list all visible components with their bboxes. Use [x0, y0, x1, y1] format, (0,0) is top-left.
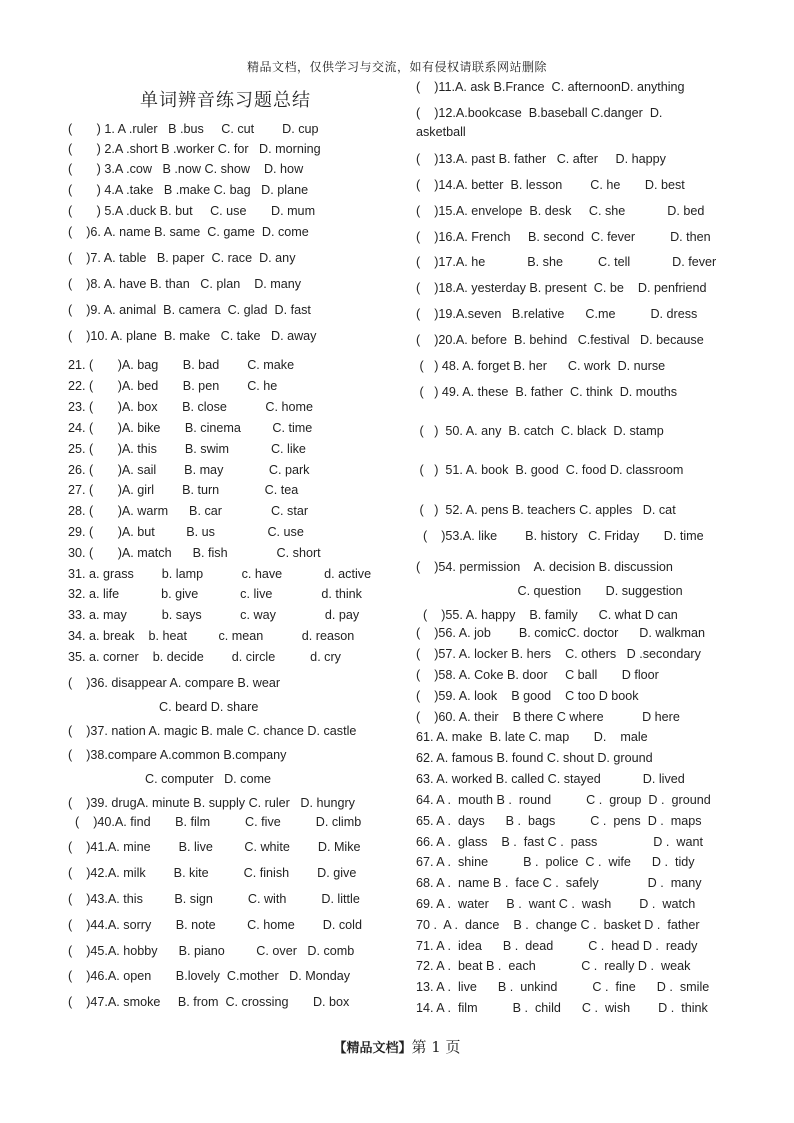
question-line: ( )42.A. milk B. kite C. finish D. give: [68, 866, 357, 880]
question-line: ( )16.A. French B. second C. fever D. then: [416, 230, 711, 244]
question-line: ( ) 3.A .cow B .now C. show D. how: [68, 162, 304, 176]
question-line: 14. A . film B . child C . wish D . think: [416, 1001, 708, 1015]
question-line: ( )41.A. mine B. live C. white D. Mike: [68, 840, 361, 854]
question-line: C. computer D. come: [68, 772, 271, 786]
question-line: 64. A . mouth B . round C . group D . ground: [416, 793, 711, 807]
question-line: 24. ( )A. bike B. cinema C. time: [68, 421, 313, 435]
question-line: ( )8. A. have B. than C. plan D. many: [68, 277, 302, 291]
question-line: ( ) 2.A .short B .worker C. for D. morning: [68, 142, 321, 156]
question-line: 62. A. famous B. found C. shout D. ground: [416, 751, 653, 765]
question-line: ( )19.A.seven B.relative C.me D. dress: [416, 307, 698, 321]
header-note: 精品文档，仅供学习与交流，如有侵权请联系网站删除: [246, 60, 547, 74]
question-line: ( )54. permission A. decision B. discussion: [416, 560, 673, 574]
question-line: 71. A . idea B . dead C . head D . ready: [416, 939, 698, 953]
question-line: ( )37. nation A. magic B. male C. chance D. castle: [68, 724, 357, 738]
question-line: 34. a. break b. heat c. mean d. reason: [68, 629, 355, 643]
question-line: 68. A . name B . face C . safely D . many: [416, 876, 702, 890]
question-line: ( )15.A. envelope B. desk C. she D. bed: [416, 204, 705, 218]
question-line: ( )46.A. open B.lovely C.mother D. Monday: [68, 969, 351, 983]
question-line: 25. ( )A. this B. swim C. like: [68, 442, 306, 456]
question-line: ( )9. A. animal B. camera C. glad D. fast: [68, 303, 311, 317]
question-line: 72. A . beat B . each C . really D . weak: [416, 959, 691, 973]
question-line: 28. ( )A. warm B. car C. star: [68, 504, 309, 518]
question-line: ( ) 1. A .ruler B .bus C. cut D. cup: [68, 122, 319, 136]
question-line: ( )6. A. name B. same C. game D. come: [68, 225, 309, 239]
question-line: ( )45.A. hobby B. piano C. over D. comb: [68, 944, 355, 958]
question-line: ( )17.A. he B. she C. tell D. fever: [416, 255, 717, 269]
question-line: 35. a. corner b. decide d. circle d. cry: [68, 650, 341, 664]
question-line: ( ) 5.A .duck B. but C. use D. mum: [68, 204, 316, 218]
question-line: 61. A. make B. late C. map D. male: [416, 730, 648, 744]
question-line: ( )40.A. find B. film C. five D. climb: [68, 815, 362, 829]
question-line: ( )14.A. better B. lesson C. he D. best: [416, 178, 685, 192]
question-line: 67. A . shine B . police C . wife D . tidy: [416, 855, 695, 869]
page-number: 第 1 页: [411, 1038, 461, 1056]
question-line: 70 . A . dance B . change C . basket D . father: [416, 918, 700, 932]
question-line: ( )36. disappear A. compare B. wear: [68, 676, 281, 690]
question-line: 30. ( )A. match B. fish C. short: [68, 546, 321, 560]
question-line: 32. a. life b. give c. live d. think: [68, 587, 362, 601]
question-line: ( ) 50. A. any B. catch C. black D. stamp: [416, 424, 664, 438]
question-line: ( )10. A. plane B. make C. take D. away: [68, 329, 317, 343]
question-line: 22. ( )A. bed B. pen C. he: [68, 379, 278, 393]
question-line: 13. A . live B . unkind C . fine D . smile: [416, 980, 710, 994]
question-line: ( )53.A. like B. history C. Friday D. time: [416, 529, 704, 543]
question-line: ( )12.A.bookcase B.baseball C.danger D.: [416, 106, 663, 120]
question-line: ( ) 4.A .take B .make C. bag D. plane: [68, 183, 309, 197]
question-line: 69. A . water B . want C . wash D . watch: [416, 897, 696, 911]
question-line: C. question D. suggestion: [416, 584, 683, 598]
question-line: ( )47.A. smoke B. from C. crossing D. box: [68, 995, 350, 1009]
question-line: ( ) 48. A. forget B. her C. work D. nurse: [416, 359, 666, 373]
question-line: ( ) 49. A. these B. father C. think D. mouths: [416, 385, 678, 399]
question-line: ( )18.A. yesterday B. present C. be D. penfriend: [416, 281, 707, 295]
question-line: ( )60. A. their B there C where D here: [416, 710, 680, 724]
question-line: ( )55. A. happy B. family C. what D can: [416, 608, 678, 622]
question-line: C. beard D. share: [68, 700, 259, 714]
question-line: 65. A . days B . bags C . pens D . maps: [416, 814, 702, 828]
question-line: ( )38.compare A.common B.company: [68, 748, 287, 762]
question-line: 33. a. may b. says c. way d. pay: [68, 608, 360, 622]
question-line: 21. ( )A. bag B. bad C. make: [68, 358, 295, 372]
question-line: 29. ( )A. but B. us C. use: [68, 525, 304, 539]
question-line: ( )56. A. job B. comicC. doctor D. walkman: [416, 626, 706, 640]
question-line: ( )59. A. look B good C too D book: [416, 689, 639, 703]
question-line: ( )20.A. before B. behind C.festival D. because: [416, 333, 704, 347]
question-line: ( ) 52. A. pens B. teachers C. apples D. cat: [416, 503, 676, 517]
question-line: ( )58. A. Coke B. door C ball D floor: [416, 668, 659, 682]
question-line: ( )11.A. ask B.France C. afternoonD. anything: [416, 80, 685, 94]
question-line: ( )43.A. this B. sign C. with D. little: [68, 892, 360, 906]
question-line: ( )39. drugA. minute B. supply C. ruler D. hungry: [68, 796, 355, 810]
question-line: ( )57. A. locker B. hers C. others D .secondary: [416, 647, 701, 661]
question-line: ( ) 51. A. book B. good C. food D. classroom: [416, 463, 684, 477]
question-line: 31. a. grass b. lamp c. have d. active: [68, 567, 372, 581]
question-line: asketball: [416, 125, 466, 139]
question-line: 23. ( )A. box B. close C. home: [68, 400, 313, 414]
question-line: 63. A. worked B. called C. stayed D. lived: [416, 772, 685, 786]
question-line: 26. ( )A. sail B. may C. park: [68, 463, 310, 477]
page-title: 单词辨音练习题总结: [140, 90, 311, 111]
question-line: ( )13.A. past B. father C. after D. happy: [416, 152, 666, 166]
page-footer: [0, 1036, 794, 1057]
question-line: 66. A . glass B . fast C . pass D . want: [416, 835, 703, 849]
question-line: 27. ( )A. girl B. turn C. tea: [68, 483, 299, 497]
question-line: ( )7. A. table B. paper C. race D. any: [68, 251, 296, 265]
question-line: ( )44.A. sorry B. note C. home D. cold: [68, 918, 362, 932]
footer-tag: 【精品文档】: [333, 1041, 412, 1056]
